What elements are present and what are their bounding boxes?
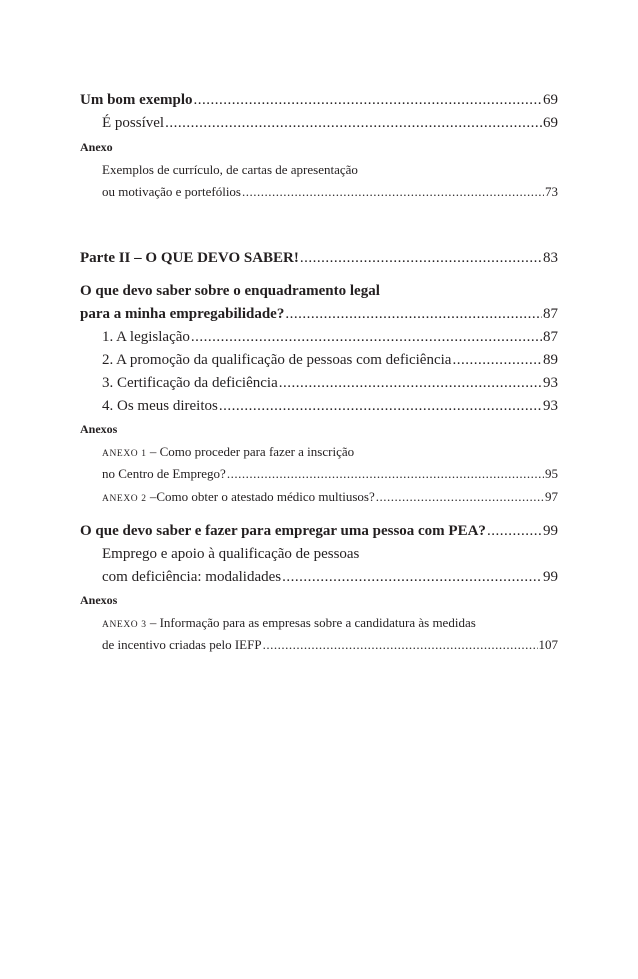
- toc-label: Parte II – O QUE DEVO SABER!: [80, 250, 299, 266]
- leader-dots: [452, 352, 542, 369]
- toc-page: 83: [543, 250, 558, 266]
- toc-page: 93: [543, 375, 558, 391]
- toc-label: Um bom exemplo: [80, 92, 193, 108]
- leader-dots: [165, 115, 542, 132]
- leader-dots: [219, 398, 542, 415]
- toc-page: 107: [538, 637, 558, 652]
- toc-label: O que devo saber e fazer para empregar uma pessoa com PEA?: [80, 523, 486, 539]
- leader-dots: [263, 637, 538, 653]
- toc-entry-anexo-2[interactable]: [102, 489, 558, 505]
- toc-line-anexo-3: [102, 615, 476, 631]
- toc-label: ou motivação e portefólios: [102, 184, 241, 199]
- toc-page: 99: [543, 569, 558, 585]
- section-heading-anexo: Anexo: [80, 140, 113, 154]
- section-heading-anexos: Anexos: [80, 422, 118, 436]
- toc-entry-certificacao[interactable]: [102, 375, 558, 392]
- toc-page: 89: [543, 352, 558, 368]
- toc-page: 99: [543, 523, 558, 539]
- leader-dots: [194, 92, 543, 109]
- anexo-tag: ANEXO 2: [102, 494, 147, 504]
- table-of-contents: [80, 0, 558, 979]
- toc-label-text: –Como obter o atestado médico multiusos?: [146, 489, 375, 504]
- toc-page: 97: [545, 489, 558, 504]
- toc-label: para a minha empregabilidade?: [80, 306, 285, 322]
- toc-label: de incentivo criadas pelo IEFP: [102, 637, 262, 652]
- section-heading-anexos: Anexos: [80, 593, 118, 607]
- toc-label: 2. A promoção da qualificação de pessoas com deficiência: [102, 352, 452, 368]
- leader-dots: [376, 489, 544, 505]
- toc-line-anexo-1: [102, 444, 354, 460]
- toc-page: 87: [543, 306, 558, 322]
- leader-dots: [191, 329, 542, 346]
- toc-label: 4. Os meus direitos: [102, 398, 218, 414]
- leader-dots: [242, 184, 544, 200]
- toc-line-enquadramento: O que devo saber sobre o enquadramento legal: [80, 283, 380, 299]
- toc-label: É possível: [102, 115, 165, 131]
- leader-dots: [487, 523, 542, 540]
- toc-label: com deficiência: modalidades: [102, 569, 282, 585]
- leader-dots: [300, 250, 542, 267]
- toc-entry-e-possivel[interactable]: [102, 115, 558, 132]
- anexo-tag: ANEXO 1: [102, 449, 147, 459]
- toc-entry-pea[interactable]: [80, 523, 558, 540]
- toc-entry-anexo-1[interactable]: [102, 466, 558, 482]
- toc-entry-exemplos[interactable]: [102, 184, 558, 200]
- toc-label: – Informação para as empresas sobre a candidatura às medidas: [146, 615, 476, 630]
- toc-entry-enquadramento[interactable]: [80, 306, 558, 323]
- toc-entry-emprego[interactable]: [102, 569, 558, 586]
- toc-page: 93: [543, 398, 558, 414]
- toc-label: [102, 489, 375, 505]
- toc-entry-direitos[interactable]: [102, 398, 558, 415]
- toc-page: 87: [543, 329, 558, 345]
- leader-dots: [227, 466, 544, 482]
- anexo-tag: ANEXO 3: [102, 620, 147, 630]
- leader-dots: [285, 306, 542, 323]
- toc-page: 95: [545, 466, 558, 481]
- toc-label: no Centro de Emprego?: [102, 466, 226, 481]
- toc-line-exemplos: Exemplos de currículo, de cartas de apresentação: [102, 162, 358, 177]
- toc-line-emprego: Emprego e apoio à qualificação de pessoas: [102, 546, 360, 562]
- toc-entry-parte-ii[interactable]: [80, 250, 558, 267]
- toc-label: 3. Certificação da deficiência: [102, 375, 278, 391]
- toc-page: 69: [543, 115, 558, 131]
- toc-entry-anexo-3[interactable]: [102, 637, 558, 653]
- toc-entry-bom-exemplo[interactable]: [80, 92, 558, 109]
- leader-dots: [279, 375, 542, 392]
- toc-page: 69: [543, 92, 558, 108]
- leader-dots: [282, 569, 542, 586]
- toc-entry-legislacao[interactable]: [102, 329, 558, 346]
- toc-entry-promocao[interactable]: [102, 352, 558, 369]
- toc-label: – Como proceder para fazer a inscrição: [146, 444, 355, 459]
- toc-page: 73: [545, 184, 558, 199]
- toc-label: 1. A legislação: [102, 329, 190, 345]
